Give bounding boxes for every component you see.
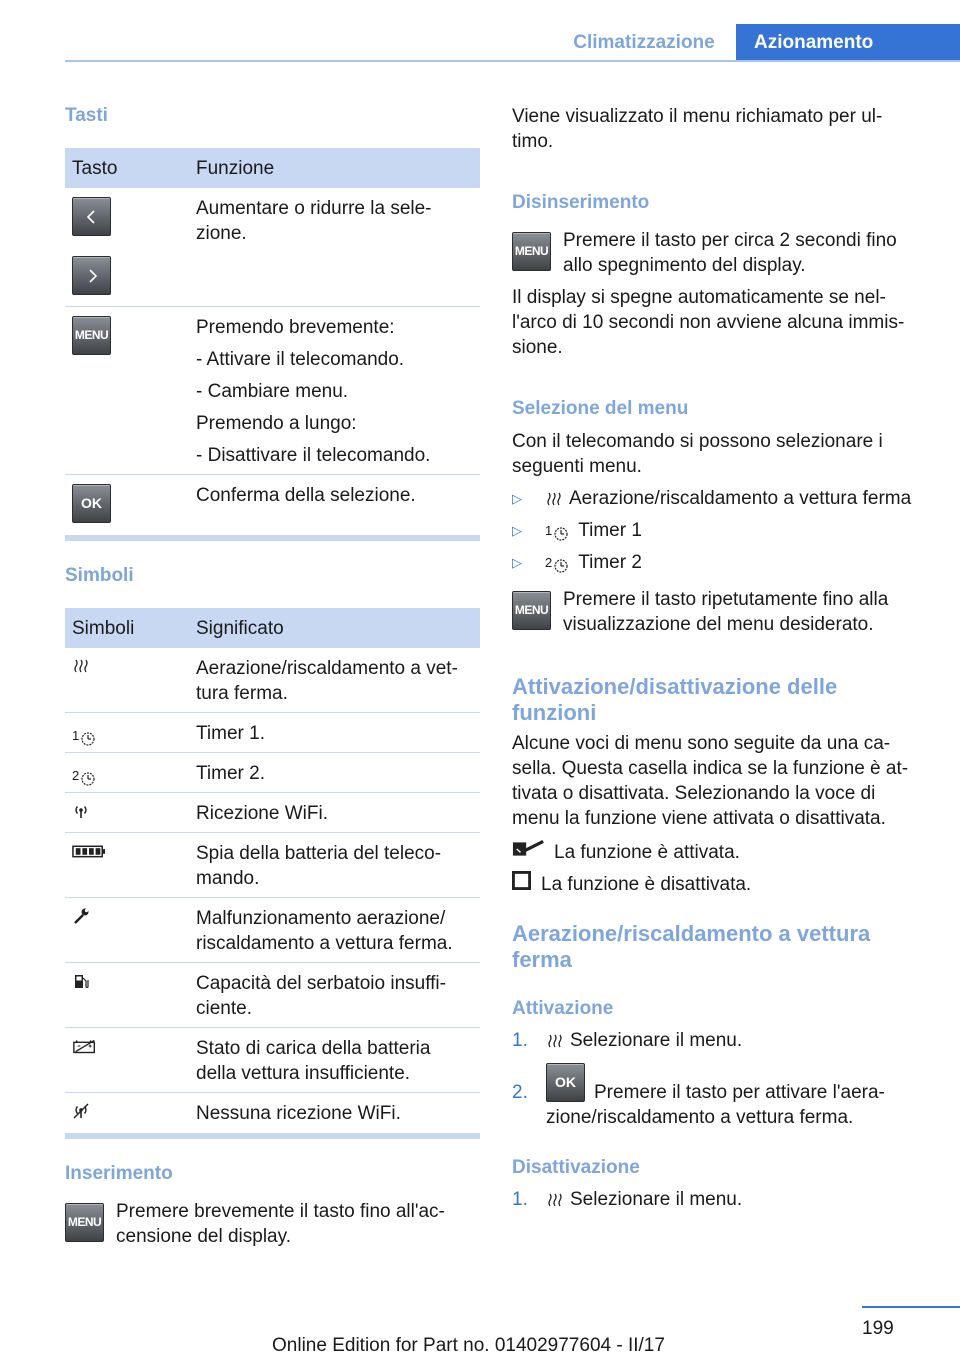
table-end-bar xyxy=(65,535,480,541)
selezione-text: Con il telecomando si possono selezionare i seguenti menu. xyxy=(512,431,883,477)
row-text: Nessuna ricezione WiFi. xyxy=(196,1103,401,1124)
bullet-triangle-icon: ▷ xyxy=(512,523,522,538)
heading-attivazione-funzioni: Attivazione/disattivazione delle funzioni xyxy=(512,674,838,725)
heading-simboli: Simboli xyxy=(65,565,134,586)
vehicle-battery-icon xyxy=(72,1037,98,1055)
timer-1-icon xyxy=(545,518,570,543)
ventilation-icon xyxy=(546,1032,564,1050)
timer-2-icon xyxy=(545,550,570,575)
step-number: 2. xyxy=(512,1082,528,1103)
row-text: Aumentare o ridurre la sele- xyxy=(196,198,432,219)
attivazione-funzioni-text: Alcune voci di menu sono seguite da una ca- sella. Questa casella indica se la funzione è at- tivata o disattivata. Selezionando la voce di menu la funzione viene attivata o disattivata. xyxy=(512,733,909,829)
list-item-text: Selezionare il menu. xyxy=(570,1189,743,1210)
table-row xyxy=(65,753,480,793)
list-item-text: Timer 1 xyxy=(578,520,642,541)
list-item xyxy=(546,1028,742,1053)
list-item xyxy=(512,839,740,866)
table-tasti xyxy=(65,148,480,541)
disinserimento-para: Il display si spegne automaticamente se nel- l'arco di 10 secondi non avviene alcuna immis- sione. xyxy=(512,287,905,358)
menu-key-icon: MENU xyxy=(512,232,551,271)
step-number: 1. xyxy=(512,1030,528,1051)
row-text: Spia della batteria del teleco- mando. xyxy=(196,843,442,889)
list-item-text: La funzione è disattivata. xyxy=(541,873,752,895)
row-text: Timer 1. xyxy=(196,723,265,744)
ventilation-icon xyxy=(546,1191,564,1209)
heading-disattivazione: Disattivazione xyxy=(512,1157,640,1178)
table-row xyxy=(65,713,480,753)
row-text: Conferma della selezione. xyxy=(196,485,416,506)
wrench-icon xyxy=(72,907,90,925)
menu-key-icon: MENU xyxy=(65,1203,104,1242)
bullet-triangle-icon: ▷ xyxy=(512,555,522,570)
col-header-simboli: Simboli xyxy=(72,617,135,639)
row-text: zione. xyxy=(196,223,247,244)
table-row xyxy=(65,793,480,833)
list-item-text: La funzione è attivata. xyxy=(554,842,740,863)
list-item-text: Aerazione/riscaldamento a vettura ferma xyxy=(569,488,912,509)
table-row xyxy=(65,1028,480,1093)
heading-aerazione: Aerazione/riscaldamento a vettura ferma xyxy=(512,921,871,972)
header-divider xyxy=(65,60,960,62)
col-header-tasto: Tasto xyxy=(72,157,118,179)
table-row xyxy=(65,648,480,713)
timer-prefix: 1 xyxy=(72,728,80,743)
row-text: Stato di carica della batteria della vettura insufficiente. xyxy=(196,1038,431,1084)
row-text: Premendo a lungo: xyxy=(196,413,357,434)
row-text: Capacità del serbatoio insuffi- ciente. xyxy=(196,973,446,1019)
fuel-icon xyxy=(72,972,90,990)
timer-prefix: 2 xyxy=(545,555,553,570)
footer-divider xyxy=(862,1306,960,1308)
table-row xyxy=(65,1093,480,1133)
table-row xyxy=(65,898,480,963)
row-text: - Cambiare menu. xyxy=(196,381,349,402)
heading-disinserimento: Disinserimento xyxy=(512,192,650,213)
list-item xyxy=(512,486,911,511)
table-header xyxy=(65,608,480,648)
selezione-key-text: Premere il tasto ripetutamente fino alla visualizzazione del menu desiderato. xyxy=(563,589,889,635)
list-item xyxy=(512,550,642,575)
heading-selezione-menu: Selezione del menu xyxy=(512,398,689,419)
header-section-tab: Climatizzazione xyxy=(573,32,715,53)
heading-tasti: Tasti xyxy=(65,105,108,126)
step-text: zione/riscaldamento a vettura ferma. xyxy=(546,1107,854,1128)
col-header-significato: Significato xyxy=(196,617,284,639)
no-wifi-icon xyxy=(72,1102,90,1120)
ventilation-icon xyxy=(72,657,90,675)
chevron-right-key-icon xyxy=(72,256,111,295)
row-text: Aerazione/riscaldamento a vet- tura ferma. xyxy=(196,658,458,704)
table-simboli xyxy=(65,608,480,1139)
row-text: Malfunzionamento aerazione/ riscaldamento a vettura ferma. xyxy=(196,908,453,954)
edition-text: Online Edition for Part no. 01402977604 - II/17 xyxy=(272,1335,665,1356)
heading-inserimento: Inserimento xyxy=(65,1163,173,1184)
bullet-triangle-icon: ▷ xyxy=(512,491,522,506)
wifi-icon xyxy=(72,802,90,820)
checked-box-icon xyxy=(512,839,554,866)
ok-key-icon: OK xyxy=(546,1063,585,1102)
inserimento-text: Premere brevemente il tasto fino all'ac- censione del display. xyxy=(116,1201,445,1247)
row-text: Timer 2. xyxy=(196,763,265,784)
menu-key-icon: MENU xyxy=(72,316,111,355)
table-row xyxy=(65,963,480,1028)
col-header-funzione: Funzione xyxy=(196,157,275,179)
row-text: - Disattivare il telecomando. xyxy=(196,445,431,466)
row-text: - Attivare il telecomando. xyxy=(196,349,405,370)
list-item xyxy=(512,518,642,543)
heading-attivazione: Attivazione xyxy=(512,998,614,1019)
step-text: Premere il tasto per attivare l'aera- xyxy=(594,1082,885,1103)
list-item-text: Timer 2 xyxy=(578,552,642,573)
table-row xyxy=(65,475,480,535)
table-end-bar xyxy=(65,1133,480,1139)
timer-prefix: 2 xyxy=(72,768,80,783)
table-header xyxy=(65,148,480,188)
page-number: 199 xyxy=(862,1318,894,1339)
list-item xyxy=(512,871,751,897)
ok-key-icon: OK xyxy=(72,484,111,523)
timer-1-icon xyxy=(72,723,97,748)
disinserimento-text: Premere il tasto per circa 2 secondi fino allo spegnimento del display. xyxy=(563,230,897,276)
table-row xyxy=(65,307,480,475)
step-number: 1. xyxy=(512,1189,528,1210)
header-chapter-tab: Azionamento xyxy=(736,24,960,62)
list-item-text: Selezionare il menu. xyxy=(570,1030,743,1051)
battery-icon xyxy=(72,842,106,860)
ventilation-icon xyxy=(545,490,563,508)
table-row xyxy=(65,188,480,307)
timer-2-icon xyxy=(72,763,97,788)
row-text: Premendo brevemente: xyxy=(196,317,395,338)
menu-key-icon: MENU xyxy=(512,591,551,630)
chevron-left-key-icon xyxy=(72,197,111,236)
row-text: Ricezione WiFi. xyxy=(196,803,328,824)
intro-text: Viene visualizzato il menu richiamato per ul- timo. xyxy=(512,106,883,152)
list-item xyxy=(546,1187,742,1212)
timer-prefix: 1 xyxy=(545,523,553,538)
table-row xyxy=(65,833,480,898)
unchecked-box-icon xyxy=(512,871,541,897)
